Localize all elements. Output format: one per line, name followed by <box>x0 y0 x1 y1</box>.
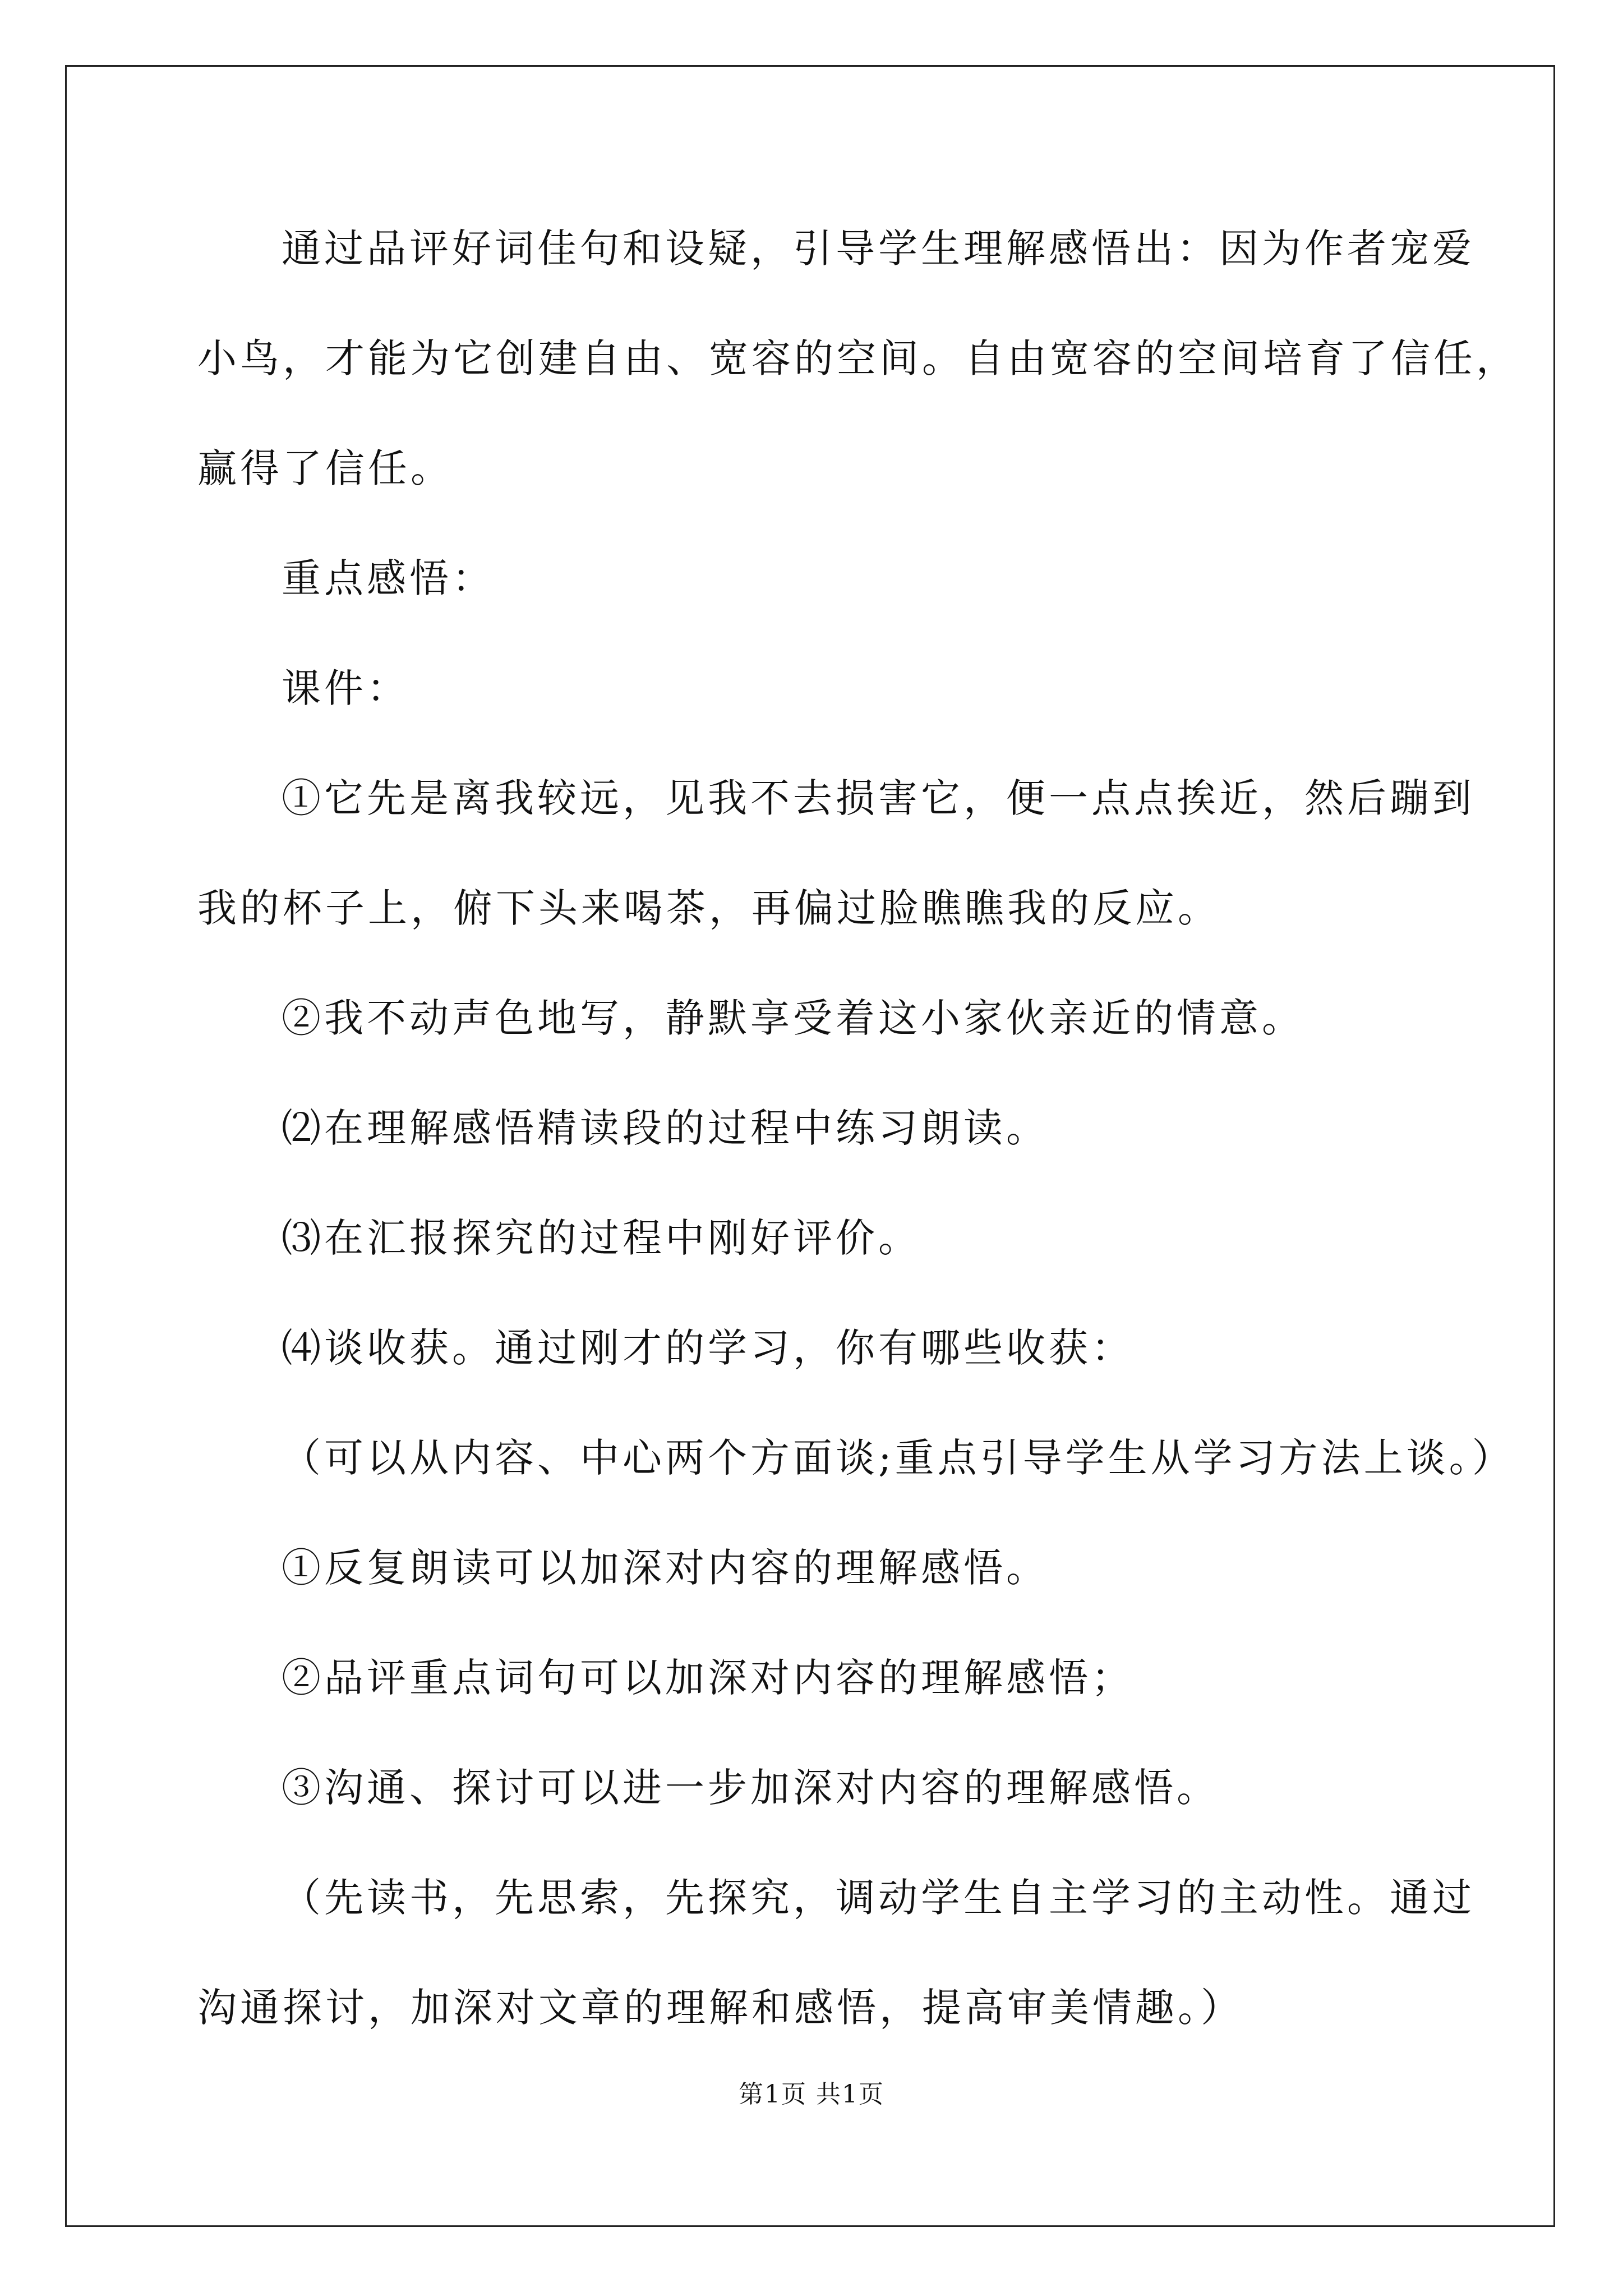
paragraph-line: ③沟通、探讨可以进一步加深对内容的理解感悟。 <box>282 1765 1219 1811</box>
paragraph-line: ⑵在理解感悟精读段的过程中练习朗读。 <box>282 1105 1049 1151</box>
page-footer: 第1页 共1页 <box>739 2080 884 2109</box>
paragraph-line: （可以从内容、中心两个方面谈;重点引导学生从学习方法上谈。） <box>282 1435 1515 1481</box>
paragraph-line: 通过品评好词佳句和设疑，引导学生理解感悟出：因为作者宠爱 <box>282 226 1475 272</box>
paragraph-line: 我的杯子上，俯下头来喝茶，再偏过脸瞧瞧我的反应。 <box>197 885 1220 931</box>
paragraph-line: ②品评重点词句可以加深对内容的理解感悟； <box>282 1655 1134 1701</box>
section-heading: 重点感悟： <box>282 555 495 601</box>
paragraph-line: ①反复朗读可以加深对内容的理解感悟。 <box>282 1545 1049 1591</box>
paragraph-line: 小鸟，才能为它创建自由、宽容的空间。自由宽容的空间培育了信任， <box>197 335 1519 381</box>
paragraph-line: （先读书，先思索，先探究，调动学生自主学习的主动性。通过 <box>282 1875 1475 1921</box>
paragraph-line: 赢得了信任。 <box>197 445 453 491</box>
paragraph-line: ⑷谈收获。通过刚才的学习，你有哪些收获： <box>282 1325 1134 1371</box>
paragraph-line: ②我不动声色地写，静默享受着这小家伙亲近的情意。 <box>282 995 1304 1041</box>
paragraph-line: ①它先是离我较远，见我不去损害它，便一点点挨近，然后蹦到 <box>282 775 1475 821</box>
paragraph-line: ⑶在汇报探究的过程中刚好评价。 <box>282 1215 921 1261</box>
section-heading: 课件： <box>282 665 409 711</box>
paragraph-line: 沟通探讨，加深对文章的理解和感悟，提高审美情趣。） <box>197 1985 1243 2031</box>
